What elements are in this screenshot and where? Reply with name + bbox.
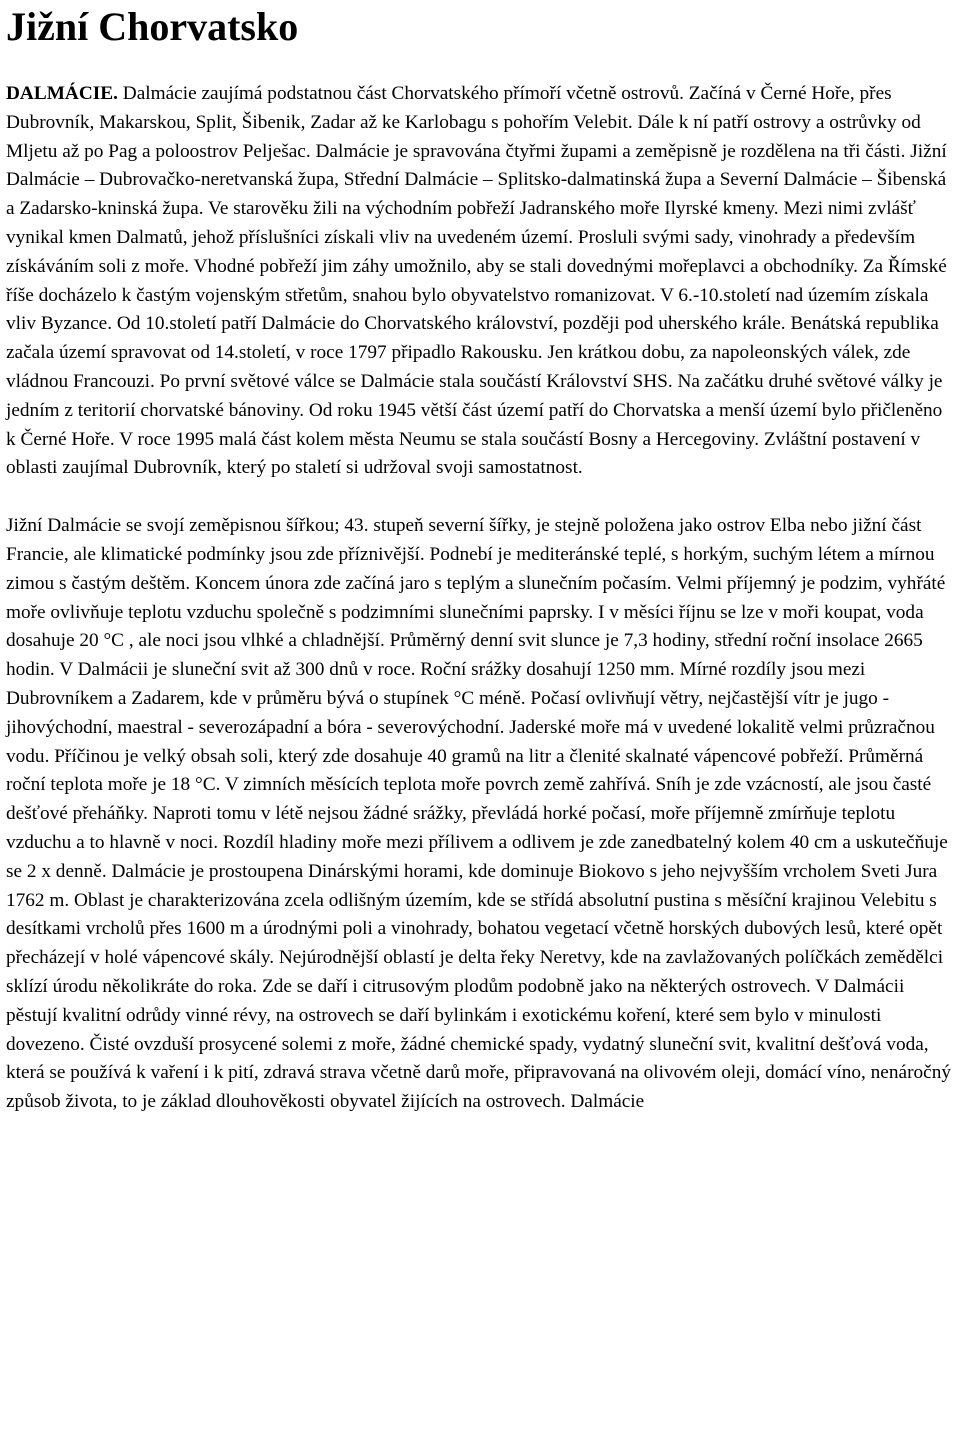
document-page [6, 0, 954, 1117]
paragraph-text: Jižní Dalmácie se svojí zeměpisnou šířkou; 43. stupeň severní šířky, je stejně položena jako ostrov Elba nebo jižní část Francie, ale klimatické podmínky jsou zde příznivější. Podnebí je mediteránské teplé, s horkým, suchým létem a mírnou zimou s častým deštěm. Koncem února zde začíná jaro s teplým a slunečním počasím. Velmi příjemný je podzim, vyhřáté moře ovlivňuje teplotu vzduchu společně s podzimními slunečními paprsky. I v měsíci říjnu se lze v moři koupat, voda dosahuje 20 °C , ale noci jsou vlhké a chladnější. Průměrný denní svit slunce je 7,3 hodiny, střední roční insolace 2665 hodin. V Dalmácii je sluneční svit až 300 dnů v roce. Roční srážky dosahují 1250 mm. Mírné rozdíly jsou mezi Dubrovníkem a Zadarem, kde v průměru bývá o stupínek °C méně. Počasí ovlivňují větry, nejčastější vítr je jugo - jihovýchodní, maestral - severozápadní a bóra - severovýchodní. Jaderské moře má v uvedené lokalitě velmi průzračnou vodu. Příčinou je velký obsah soli, který zde dosahuje 40 gramů na litr a členité skalnaté vápencové pobřeží. Průměrná roční teplota moře je 18 °C. V zimních měsících teplota moře povrch země zahřívá. Sníh je zde vzácností, ale jsou časté dešťové přeháňky. Naproti tomu v létě nejsou žádné srážky, převládá horké počasí, moře příjemně zmírňuje teplotu vzduchu a to hlavně v noci. Rozdíl hladiny moře mezi přílivem a odlivem je zde zanedbatelný kolem 40 cm a uskutečňuje se 2 x denně. Dalmácie je prostoupena Dinárskými horami, kde dominuje Biokovo s jeho nejvyšším vrcholem Sveti Jura 1762 m. Oblast je charakterizována zcela odlišným územím, kde se střídá absolutní pustina s měsíční krajinou Velebitu s desítkami vrcholů přes 1600 m a úrodnými poli a vinohrady, bohatou vegetací včetně horských dubových lesů, které opět přecházejí v holé vápencové skály. Nejúrodnější oblastí je delta řeky Neretvy, kde na zavlažovaných políčkách zemědělci sklízí úrodu několikráte do roka. Zde se daří i citrusovým plodům podobně jako na některých ostrovech. V Dalmácii pěstují kvalitní odrůdy vinné révy, na ostrovech se daří bylinkám i exotickému koření, které sem bylo v minulosti dovezeno. Čisté ovzduší prosycené solemi z moře, žádné chemické spady, vydatný sluneční svit, kvalitní dešťová voda, která se používá k vaření i k pití, zdravá strava včetně darů moře, připravovaná na olivovém oleji, domácí víno, nenáročný způsob života, to je základ dlouhověkosti obyvatel žijících na ostrovech. Dalmácie [6, 515, 951, 1113]
paragraph-dalmacie-history [6, 80, 954, 483]
paragraph-lead: DALMÁCIE. [6, 83, 118, 104]
page-title: Jižní Chorvatsko [6, 4, 299, 49]
paragraph-text: Dalmácie zaujímá podstatnou část Chorvatského přímoří včetně ostrovů. Začíná v Černé Hoře, přes Dubrovník, Makarskou, Split, Šibenik, Zadar až ke Karlobagu s pohořím Velebit. Dále k ní patří ostrovy a ostrůvky od Mljetu až po Pag a poloostrov Pelješac. Dalmácie je spravována čtyřmi župami a zeměpisně je rozdělena na tři části. Jižní Dalmácie – Dubrovačko-neretvanská župa, Střední Dalmácie – Splitsko-dalmatinská župa a Severní Dalmácie – Šibenská a Zadarsko-kninská župa. Ve starověku žili na východním pobřeží Jadranského moře Ilyrské kmeny. Mezi nimi zvlášť vynikal kmen Dalmatů, jehož příslušníci získali vliv na uvedeném území. Prosluli svými sady, vinohrady a především získáváním soli z moře. Vhodné pobřeží jim záhy umožnilo, aby se stali dovednými mořeplavci a obchodníky. Za Římské říše docházelo k častým vojenským střetům, snahou bylo obyvatelstvo romanizovat. V 6.-10.století nad územím získala vliv Byzance. Od 10.století patří Dalmácie do Chorvatského království, později pod uherského krále. Benátská republika začala území spravovat od 14.století, v roce 1797 připadlo Rakousku. Jen krátkou dobu, za napoleonských válek, zde vládnou Francouzi. Po první světové válce se Dalmácie stala součástí Království SHS. Na začátku druhé světové války je jedním z teritorií chorvatské bánoviny. Od roku 1945 větší část území patří do Chorvatska a menší území bylo přičleněno k Černé Hoře. V roce 1995 malá část kolem města Neumu se stala součástí Bosny a Hercegoviny. Zvláštní postavení v oblasti zaujímal Dubrovník, který po staletí si udržoval svoji samostatnost. [6, 83, 947, 479]
paragraph-south-dalmatia-climate [6, 512, 954, 1117]
